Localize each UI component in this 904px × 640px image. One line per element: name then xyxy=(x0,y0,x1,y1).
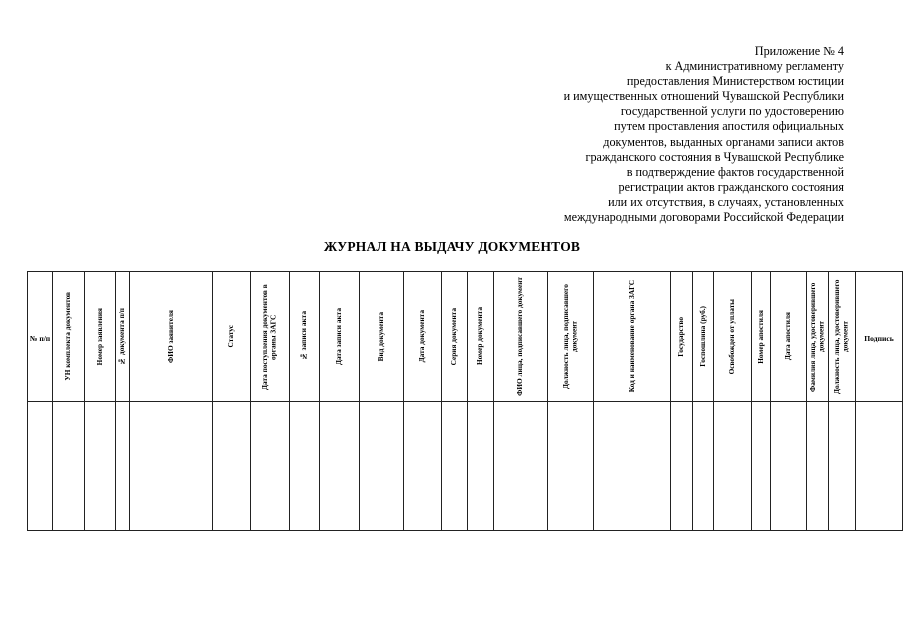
table-cell[interactable] xyxy=(213,402,251,531)
appendix-line: путем проставления апостиля официальных xyxy=(614,119,844,134)
appendix-line: предоставления Министерством юстиции xyxy=(626,74,844,89)
table-header-row xyxy=(28,272,903,402)
appendix-header xyxy=(564,44,844,225)
column-header-fee: Госпошлина (руб.) xyxy=(693,272,714,402)
column-header-certifier-surname: Фамилия лица, удостоверившего документ xyxy=(807,272,829,402)
table-cell[interactable] xyxy=(85,402,116,531)
table-cell[interactable] xyxy=(752,402,771,531)
appendix-line: или их отсутствия, в случаях, установленных xyxy=(608,194,844,209)
table-row xyxy=(28,402,903,531)
journal-table xyxy=(27,271,903,531)
table-cell[interactable] xyxy=(53,402,85,531)
page-title: ЖУРНАЛ НА ВЫДАЧУ ДОКУМЕНТОВ xyxy=(323,239,581,254)
table-cell[interactable] xyxy=(548,402,594,531)
table-cell[interactable] xyxy=(360,402,404,531)
column-header-zags-code: Код и наименование органа ЗАГС xyxy=(594,272,671,402)
appendix-line: в подтверждение фактов государственной xyxy=(626,164,844,179)
column-header-signer-position: Должность лица, подписавшего документ xyxy=(548,272,594,402)
appendix-line: и имущественных отношений Чувашской Республики xyxy=(563,89,844,104)
column-header-un-set: УН комплекта документов xyxy=(53,272,85,402)
appendix-line: документов, выданных органами записи актов xyxy=(603,134,844,149)
column-header-document-type: Вид документа xyxy=(360,272,404,402)
table-cell[interactable] xyxy=(130,402,213,531)
column-header-apostille-number: Номер апостиля xyxy=(752,272,771,402)
appendix-line: регистрации актов гражданского состояния xyxy=(618,179,844,194)
column-header-application-number: Номер заявления xyxy=(85,272,116,402)
column-header-certifier-position: Должность лица, удостоверившего документ xyxy=(829,272,856,402)
table-cell[interactable] xyxy=(320,402,360,531)
appendix-line: к Административному регламенту xyxy=(665,59,844,74)
table-cell[interactable] xyxy=(671,402,693,531)
column-header-document-index: № документа п/п xyxy=(116,272,130,402)
column-header-signature: Подпись xyxy=(856,272,903,402)
table-cell[interactable] xyxy=(771,402,807,531)
column-header-number: № п/п xyxy=(28,272,53,402)
table-cell[interactable] xyxy=(494,402,548,531)
table-cell[interactable] xyxy=(693,402,714,531)
column-header-apostille-date: Дата апостиля xyxy=(771,272,807,402)
table-cell[interactable] xyxy=(28,402,53,531)
column-header-fee-exempt: Освобожден от уплаты xyxy=(714,272,752,402)
column-header-signer-name: ФИО лица, подписавшего документ xyxy=(494,272,548,402)
column-header-country: Государство xyxy=(671,272,693,402)
appendix-line: гражданского состояния в Чувашской Республике xyxy=(585,149,844,164)
column-header-document-series: Серия документа xyxy=(442,272,468,402)
appendix-line: государственной услуги по удостоверению xyxy=(620,104,844,119)
column-header-record-date: Дата записи акта xyxy=(320,272,360,402)
appendix-line: Приложение № 4 xyxy=(754,44,844,58)
appendix-line: международными договорами Российской Федерации xyxy=(563,210,844,225)
table-cell[interactable] xyxy=(829,402,856,531)
column-header-document-date: Дата документа xyxy=(404,272,442,402)
table-cell[interactable] xyxy=(116,402,130,531)
column-header-receipt-date: Дата поступления документов в органы ЗАГС xyxy=(251,272,290,402)
table-cell[interactable] xyxy=(404,402,442,531)
table-cell[interactable] xyxy=(290,402,320,531)
table-cell[interactable] xyxy=(442,402,468,531)
table-cell[interactable] xyxy=(594,402,671,531)
table-cell[interactable] xyxy=(251,402,290,531)
table-cell[interactable] xyxy=(807,402,829,531)
column-header-status: Статус xyxy=(213,272,251,402)
column-header-document-number: Номер документа xyxy=(468,272,494,402)
table-cell[interactable] xyxy=(714,402,752,531)
column-header-record-number: № записи акта xyxy=(290,272,320,402)
table-cell[interactable] xyxy=(856,402,903,531)
column-header-applicant-name: ФИО заявителя xyxy=(130,272,213,402)
table-cell[interactable] xyxy=(468,402,494,531)
